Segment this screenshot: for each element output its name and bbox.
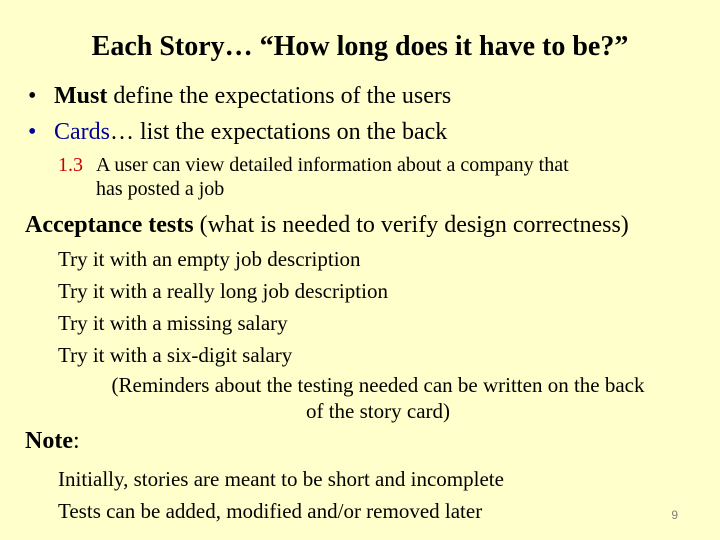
bullet-dot: • [28,83,37,109]
note-item: Initially, stories are meant to be short and incomplete [58,467,504,491]
bullet-emphasis: Cards [54,119,110,145]
bullet-text: … list the expectations on the back [110,119,448,145]
story-number: 1.3 [58,154,83,176]
note-heading [25,426,80,456]
reminder-line-2: of the story card) [305,399,451,423]
acceptance-description: (what is needed to verify design correctness) [193,212,629,238]
reminder-note [68,372,688,424]
bullet-emphasis: Must [54,83,108,109]
note-list [58,463,504,527]
test-item: Try it with a missing salary [58,311,288,335]
slide-title: Each Story… “How long does it have to be?” [91,31,629,62]
test-item: Try it with a really long job description [58,279,388,303]
bullet-cards [28,118,447,146]
page-number: 9 [671,508,678,522]
bullet-text: define the expectations of the users [107,83,452,109]
note-colon: : [72,428,80,454]
bullet-dot: • [28,119,37,145]
note-label: Note [25,428,73,454]
bullet-must [28,82,451,110]
acceptance-label: Acceptance tests [25,212,194,238]
story-line-2: has posted a job [96,178,225,200]
story-example [58,153,678,201]
test-list [58,243,388,371]
acceptance-heading [25,210,629,240]
note-item: Tests can be added, modified and/or removed later [58,499,483,523]
test-item: Try it with an empty job description [58,247,361,271]
story-line-1: A user can view detailed information about a company that [96,154,569,176]
reminder-line-1: (Reminders about the testing needed can be written on the back [111,373,645,397]
test-item: Try it with a six-digit salary [58,343,293,367]
